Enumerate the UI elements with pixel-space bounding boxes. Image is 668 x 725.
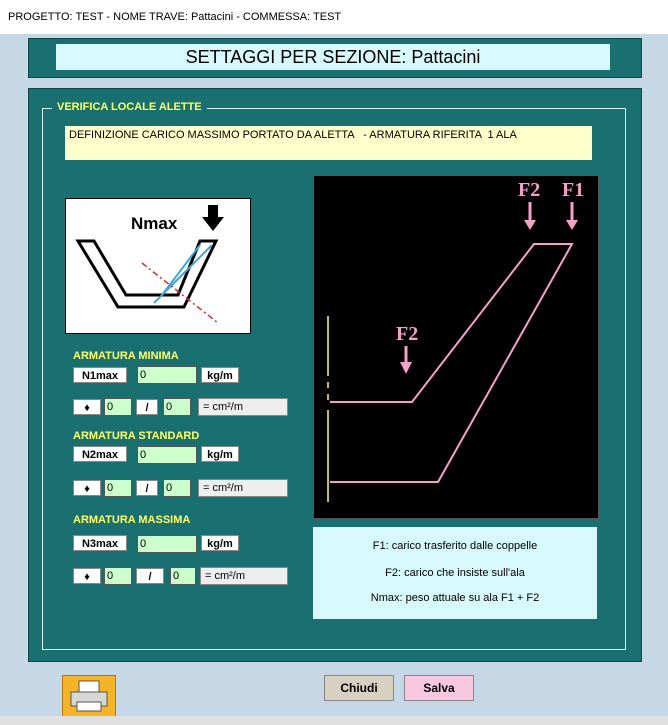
f1-top-label: F1 xyxy=(562,179,585,201)
n1max-unit: kg/m xyxy=(201,367,239,383)
save-button[interactable]: Salva xyxy=(404,675,474,701)
printer-icon xyxy=(63,676,115,716)
n1max-input[interactable]: 0 xyxy=(137,366,197,384)
area-unit-1: = cm²/m xyxy=(198,398,288,416)
separator-2: / xyxy=(136,480,158,496)
separator-3: / xyxy=(136,568,164,584)
bar-diameter-2-input[interactable]: 0 xyxy=(163,479,191,497)
bar-symbol-1: ♦ xyxy=(73,399,101,415)
close-button[interactable]: Chiudi xyxy=(324,675,394,701)
bottom-strip xyxy=(0,716,668,725)
legend-box xyxy=(313,527,597,619)
bar-count-3-input[interactable]: 0 xyxy=(104,567,132,585)
bar-count-1-input[interactable]: 0 xyxy=(104,398,132,416)
separator-1: / xyxy=(136,399,158,415)
area-unit-2: = cm²/m xyxy=(198,479,288,497)
f2-flange-label: F2 xyxy=(396,323,419,345)
load-diagram-canvas xyxy=(313,175,599,519)
section-title-standard: ARMATURA STANDARD xyxy=(73,430,200,442)
fieldset-legend: VERIFICA LOCALE ALETTE xyxy=(52,101,207,113)
legend-line-nmax: Nmax: peso attuale su ala F1 + F2 xyxy=(370,592,540,604)
n3max-input[interactable]: 0 xyxy=(137,535,197,553)
n3max-unit: kg/m xyxy=(201,535,239,551)
legend-line-f2: F2: carico che insiste sull'ala xyxy=(385,567,525,579)
page-title: SETTAGGI PER SEZIONE: Pattacini xyxy=(56,44,610,70)
window-title: PROGETTO: TEST - NOME TRAVE: Pattacini - COMMESSA: TEST xyxy=(8,11,342,23)
print-button[interactable] xyxy=(62,675,116,717)
section-title-minima: ARMATURA MINIMA xyxy=(73,350,179,362)
nmax-label: Nmax xyxy=(131,214,178,233)
f2-top-label: F2 xyxy=(518,179,541,201)
load-diagram xyxy=(314,176,598,518)
n3max-tag: N3max xyxy=(73,535,127,551)
bar-diameter-1-input[interactable]: 0 xyxy=(163,398,191,416)
area-unit-3: = cm²/m xyxy=(200,567,288,585)
n2max-unit: kg/m xyxy=(201,446,239,462)
n2max-tag: N2max xyxy=(73,446,127,462)
bar-symbol-3: ♦ xyxy=(73,568,101,584)
bar-count-2-input[interactable]: 0 xyxy=(104,479,132,497)
cross-section-icon xyxy=(66,199,250,333)
bar-symbol-2: ♦ xyxy=(73,480,101,496)
definition-box: DEFINIZIONE CARICO MASSIMO PORTATO DA ALETTA - ARMATURA RIFERITA 1 ALA xyxy=(65,126,592,160)
n1max-tag: N1max xyxy=(73,367,127,383)
section-diagram-icon xyxy=(65,198,251,334)
legend-line-f1: F1: carico trasferito dalle coppelle xyxy=(372,540,538,552)
bar-diameter-3-input[interactable]: 0 xyxy=(170,567,196,585)
section-title-massima: ARMATURA MASSIMA xyxy=(73,514,191,526)
n2max-input[interactable]: 0 xyxy=(137,446,197,464)
title-bar xyxy=(0,0,668,34)
